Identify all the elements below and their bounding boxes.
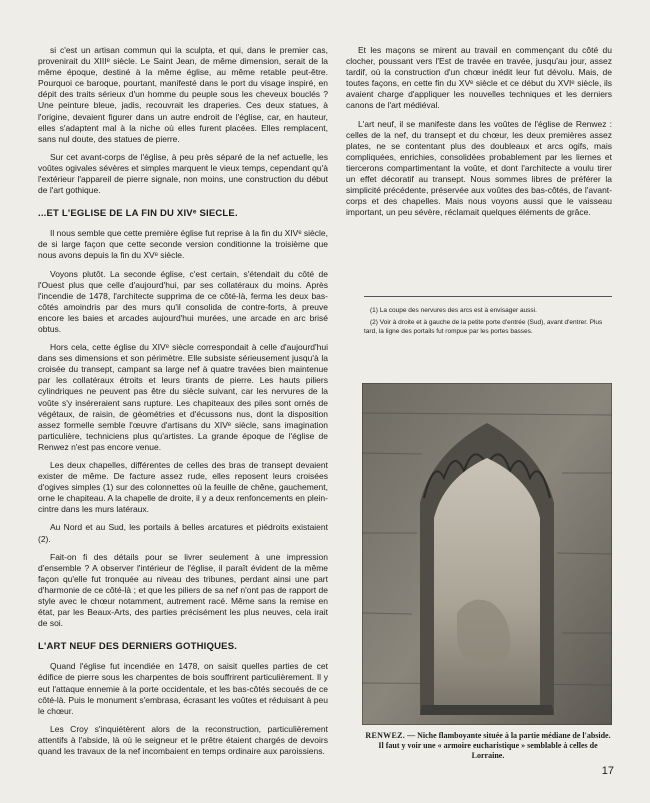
caption-text: — Niche flamboyante située à la partie médiane de l'abside. Il faut y voir une « armoire eucharistique » semblable à celles de Lorraine. [378,731,611,760]
left-column [38,45,328,764]
paragraph: Quand l'église fut incendiée en 1478, on saisit quelles parties de cet édifice de pierre sous les charpentes de bois souffrirent particulièrement. Il y eut l'attaque ennemie à la porte occidentale, et les bas-côtés secoués de ce côté-là. Puis le monument s'embrasa, écrasant les voûtes et réduisant à peu le chœur. [38,661,328,716]
page-number: 17 [601,765,614,777]
paragraph: Sur cet avant-corps de l'église, à peu près séparé de la nef actuelle, les voûtes ogivales sévères et simples marquent le vieux temps, cependant qu'à l'extérieur l'appareil de pierre signale, non moins, une construction du début de l'art gothique. [38,151,328,196]
paragraph: si c'est un artisan commun qui la sculpta, et qui, dans le premier cas, provenirait du XIIIᵉ siècle. Le Saint Jean, de même dimension, serait de la même époque, destiné à la même église, au même retable peut-être. Pourquoi ce baroque, pourtant, manifesté dans le port du visage inspiré, en dépit des traits sérieux d'un homme du peuple sous les cheveux bouclés ? Une peinture bleue, jadis, recouvrait les draperies. Ces deux statues, à l'origine, devaient figurer dans un autre endroit de l'église, car, en hauteur, elles s'adaptent mal à la niche où elles furent placées. Elles remplacent, sans nul doute, des statues de pierre. [38,45,328,144]
paragraph: L'art neuf, il se manifeste dans les voûtes de l'église de Renwez : celles de la nef, du transept et du chœur, les deux premières assez plates, ne se contentant plus des doubleaux et arcs ogifs, mais compliquées, enrichies, consolidées probablement par les liernes et tiercerons compartimentant la voûte, et dont l'architecte a voulu tirer un effet décoratif au transept. Nous sommes libres de préférer la simplicité précédente, préservée aux voûtes des bas-côtés, de l'avant-corps et des chapelles. Mais nous voyons aussi que le vaisseau important, un peu sévère, réclamait quelques éléments de grâce. [346,118,612,218]
section-heading: ...ET L'EGLISE DE LA FIN DU XIVᵉ SIECLE. [38,208,238,220]
caption-place: RENWEZ. [365,731,406,740]
figure-caption [362,731,614,761]
paragraph: Fait-on fi des détails pour se livrer seulement à une impression d'ensemble ? A observer l'intérieur de l'église, il paraît évident de la même façon qu'elle fut tronquée au niveau des tribunes, perdant ainsi une part d'harmonie de ce côté-là ; et que les piliers de sa nef n'ont pas de rapport de style avec le chœur notamment, autrement racé. Même sans la remise en état, par les Beaux-Arts, des parties précisément les plus neuves, cela irait de soi. [38,551,328,629]
footnote: (1) La coupe des nervures des arcs est à envisager aussi. [370,307,537,314]
paragraph: Et les maçons se mirent au travail en commençant du côté du clocher, poussant vers l'Est de travée en travée, jusqu'au jour, assez tardif, où la construction d'un chœur inédit leur fut dévolu. Mais, de toutes façons, en cette fin du XVᵉ siècle et ce début du XVIᵉ siècle, ils avaient charge d'appliquer les nouvelles techniques et les derniers canons de l'art médiéval. [346,45,612,111]
niche-photograph [362,383,612,725]
paragraph: Les Croy s'inquiétèrent alors de la reconstruction, particulièrement attentifs à l'abside, là où le seigneur et le prêtre étaient chargés de devoirs quand les travaux de la nef incombaient en temps ordinaire aux paroissiens. [38,723,328,756]
section-heading: L'ART NEUF DES DERNIERS GOTHIQUES. [38,641,238,653]
paragraph: Voyons plutôt. La seconde église, c'est certain, s'étendait du côté de l'Ouest plus que celle d'aujourd'hui, par ses collatéraux du moins. Après l'incendie de 1478, l'architecte supprima de ce côté-là, ferma les deux bas-côtés amoindris par des murs qu'il consolida de contre-forts, à preuve encore les baies et arcades aujourd'hui murées, une arcade en arc brisé obtus. [38,268,328,334]
paragraph: Les deux chapelles, différentes de celles des bras de transept devaient exister de même. De facture assez rude, elles reposent leurs croisées d'ogives simples (1) sur des colonnettes où la feuille de chêne, gauchement, orne le chapiteau. A la chapelle de droite, il y a deux renfoncements en plein-cintre dans les murs latéraux. [38,460,328,515]
right-column [346,45,612,225]
footnotes [364,296,612,340]
footnote: (2) Voir à droite et à gauche de la petite porte d'entrée (Sud), avant d'entrer. Plus tard, la ligne des portails fut rompue par les portes basses. [364,319,603,335]
paragraph: Au Nord et au Sud, les portails à belles arcatures et piédroits existaient (2). [38,522,328,544]
paragraph: Il nous semble que cette première église fut reprise à la fin du XIVᵉ siècle, de si large façon que cette seconde version conditionne la troisième que nous avons depuis la fin du XVᵉ siècle. [38,228,328,261]
paragraph: Hors cela, cette église du XIVᵉ siècle correspondait à celle d'aujourd'hui dans ses dimensions et son périmètre. Elle subsiste sérieusement jusqu'à la croisée du transept, campant sa large nef à quatre travées bien maintenue par les collatéraux étroits et leurs tirants de pierre. Les hauts piliers cylindriques ne peuvent pas être du siècle suivant, car les nervures de la voûte s'y inséreraient sans rupture. Les chapiteaux des piles sont ornés de végétaux, de raisin, de géométries et d'écussons nus, dont la disposition assez formelle semble l'œuvre d'artisans du XIVᵉ siècle, sans imagination particulière, techniciens plus qu'artistes. La grande époque de l'église de Renwez n'est pas encore venue. [38,342,328,452]
